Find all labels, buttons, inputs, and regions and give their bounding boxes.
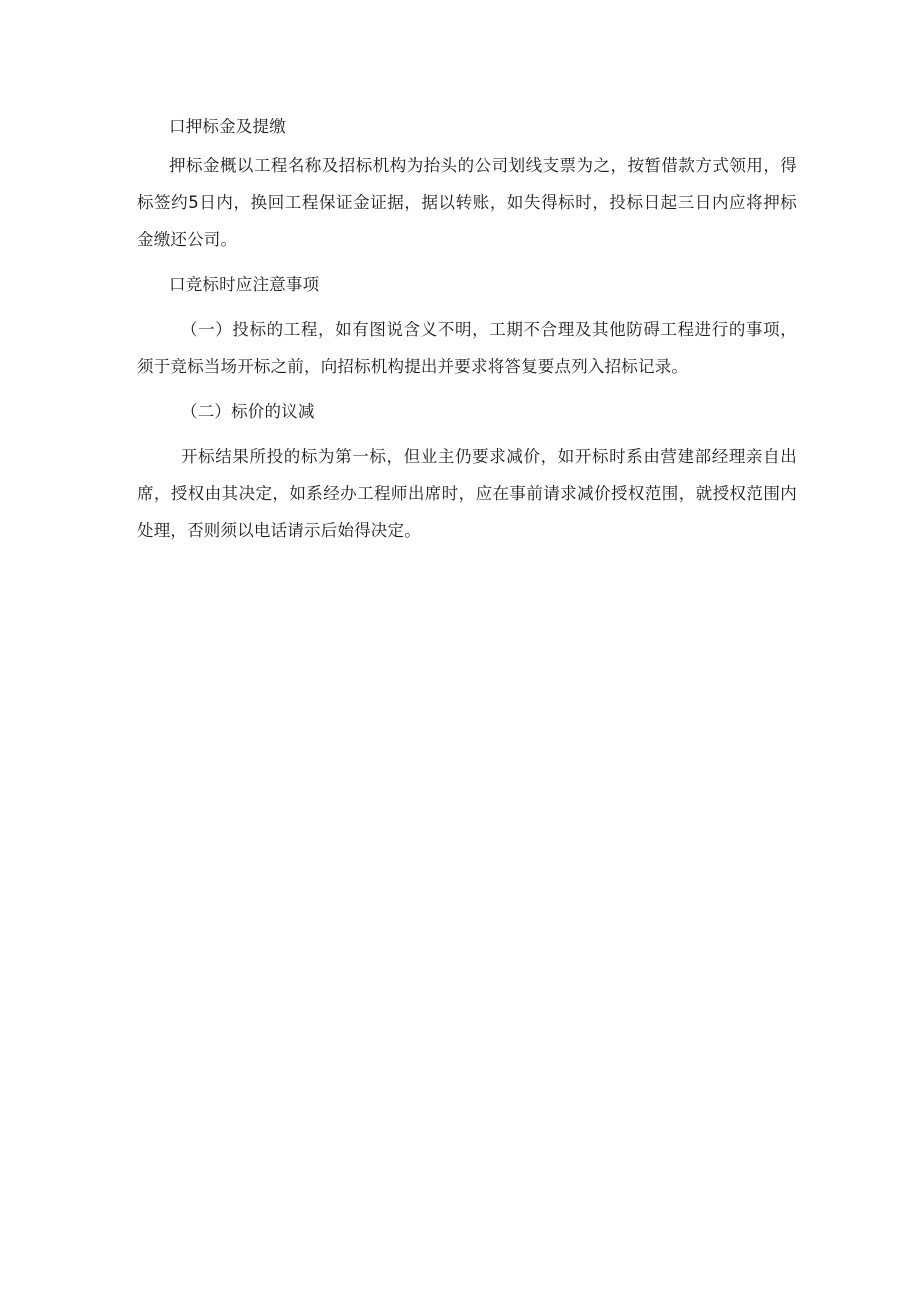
document-body bbox=[137, 108, 797, 549]
paragraph-item-1: （一）投标的工程，如有图说含义不明，工期不合理及其他防碍工程进行的事项，须于竞标当场开标之前，向招标机构提出并要求将答复要点列入招标记录。 bbox=[137, 320, 797, 376]
paragraph-deposit: 押标金概以工程名称及招标机构为抬头的公司划线支票为之，按暂借款方式领用，得标签约5日内，换回工程保证金证据，据以转账，如失得标时，投标日起三日内应将押标金缴还公司。 bbox=[137, 156, 797, 249]
subheading-item-2: （二）标价的议减 bbox=[181, 402, 315, 421]
paragraph-item-2: 开标结果所投的标为第一标，但业主仍要求减价，如开标时系由营建部经理亲自出席，授权由其决定，如系经办工程师出席时，应在事前请求减价授权范围，就授权范围内处理，否则须以电话请示后始得决定。 bbox=[137, 447, 797, 540]
section-heading-bidding-notes: 口竞标时应注意事项 bbox=[169, 275, 320, 294]
section-heading-deposit: 口押标金及提缴 bbox=[169, 117, 286, 136]
